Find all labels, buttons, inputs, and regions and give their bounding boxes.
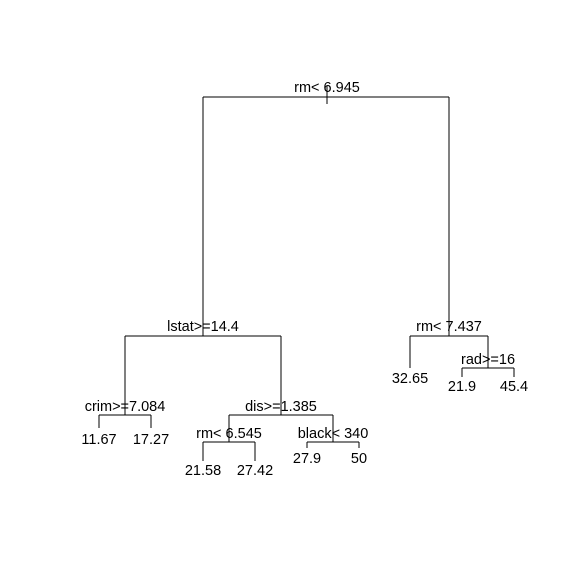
tree-node-rm-7437 xyxy=(410,319,488,336)
rm6545-split-label: rm< 6.545 xyxy=(196,426,262,442)
leaf-27-42: 27.42 xyxy=(236,463,274,479)
tree-node-rm-6545 xyxy=(196,426,262,442)
leaf-21-58: 21.58 xyxy=(184,463,222,479)
rad-split-label: rad>=16 xyxy=(460,352,516,368)
leaf-27-9: 27.9 xyxy=(292,451,322,467)
crim-split-label: crim>=7.084 xyxy=(84,399,166,415)
tree-node-dis xyxy=(229,399,333,415)
leaf-45-4: 45.4 xyxy=(499,379,529,395)
lstat-split-label: lstat>=14.4 xyxy=(167,319,239,335)
tree-node-rad xyxy=(461,352,515,368)
tree-node-crim xyxy=(85,399,166,415)
leaf-32-65: 32.65 xyxy=(391,371,429,387)
leaf-11-67: 11.67 xyxy=(81,432,117,448)
black-split-label: black< 340 xyxy=(297,426,369,442)
leaf-17-27: 17.27 xyxy=(132,432,170,448)
leaf-50: 50 xyxy=(350,451,368,467)
tree-node-black xyxy=(298,426,369,442)
leaf-21-9: 21.9 xyxy=(447,379,477,395)
tree-node-lstat xyxy=(125,319,281,336)
rm7437-split-label: rm< 7.437 xyxy=(416,319,482,335)
dis-split-label: dis>=1.385 xyxy=(245,399,317,415)
root-split-label: rm< 6.945 xyxy=(294,80,360,96)
tree-node-root xyxy=(203,80,449,104)
